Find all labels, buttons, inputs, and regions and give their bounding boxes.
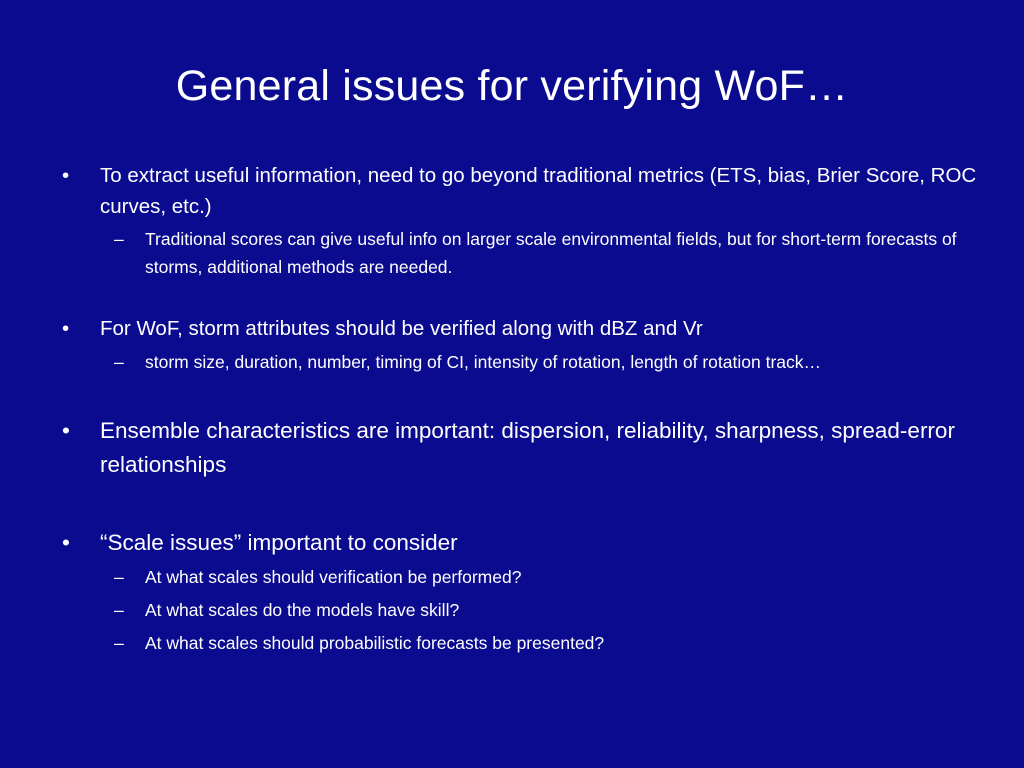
- bullet-text: “Scale issues” important to consider: [100, 530, 458, 555]
- bullet-item: [0, 526, 1024, 560]
- bullet-item: [0, 160, 1024, 222]
- dash-icon: –: [114, 352, 124, 372]
- slide-body: [0, 160, 1024, 657]
- sub-bullet-item: [0, 629, 1024, 657]
- sub-bullet-item: [0, 563, 1024, 591]
- sub-bullet-item: [0, 596, 1024, 624]
- slide-title: General issues for verifying WoF…: [175, 62, 849, 110]
- bullet-icon: •: [62, 317, 70, 340]
- bullet-icon: •: [62, 530, 70, 555]
- sub-bullet-text: At what scales should verification be performed?: [145, 567, 522, 587]
- bullet-text: To extract useful information, need to go beyond traditional metrics (ETS, bias, Brier Score, ROC curves, etc.): [100, 164, 977, 218]
- bullet-item: [0, 313, 1024, 344]
- bullet-text: For WoF, storm attributes should be verified along with dBZ and Vr: [100, 317, 703, 340]
- sub-bullet-text: storm size, duration, number, timing of CI, intensity of rotation, length of rotation track…: [145, 352, 822, 372]
- dash-icon: –: [114, 229, 124, 249]
- sub-bullet-item: [0, 225, 1024, 281]
- sub-bullet-item: [0, 348, 1024, 376]
- bullet-item: [0, 414, 1024, 482]
- sub-bullet-text: Traditional scores can give useful info on larger scale environmental fields, but for short-term forecasts of storms, additional methods are needed.: [145, 229, 957, 277]
- bullet-icon: •: [62, 418, 70, 443]
- sub-bullet-text: At what scales do the models have skill?: [145, 600, 460, 620]
- bullet-icon: •: [62, 164, 70, 187]
- dash-icon: –: [114, 600, 124, 620]
- dash-icon: –: [114, 633, 124, 653]
- dash-icon: –: [114, 567, 124, 587]
- bullet-text: Ensemble characteristics are important: dispersion, reliability, sharpness, spread-error relationships: [100, 418, 955, 477]
- sub-bullet-text: At what scales should probabilistic forecasts be presented?: [145, 633, 605, 653]
